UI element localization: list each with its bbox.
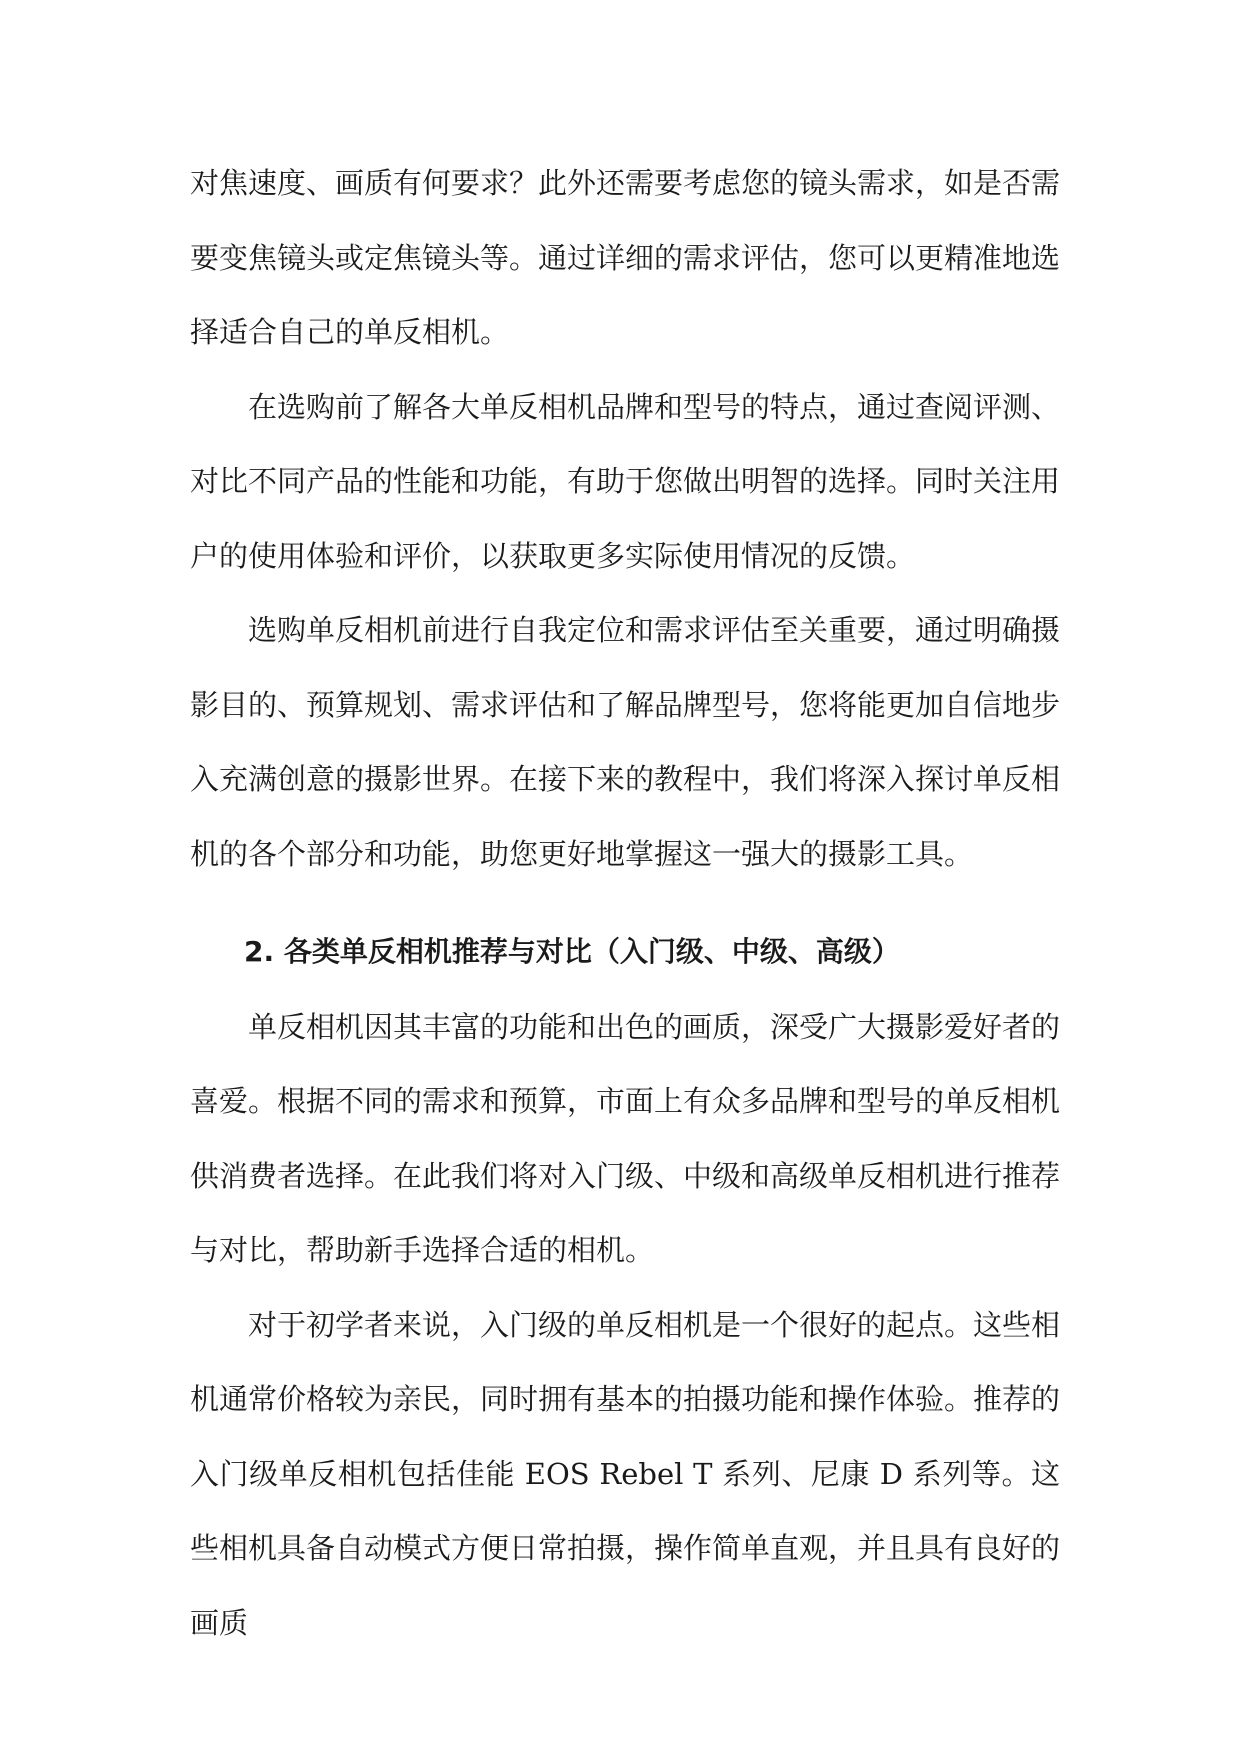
paragraph-intro-recommendations: 单反相机因其丰富的功能和出色的画质，深受广大摄影爱好者的喜爱。根据不同的需求和预算，市面上有众多品牌和型号的单反相机供消费者选择。在此我们将对入门级、中级和高级单反相机进行推荐与对比，帮助新手选择合适的相机。 <box>190 1009 1061 1267</box>
document-body <box>190 146 1060 1660</box>
section-heading-camera-recommendations: 2. 各类单反相机推荐与对比（入门级、中级、高级） <box>244 935 900 968</box>
paragraph-brand-research: 在选购前了解各大单反相机品牌和型号的特点，通过查阅评测、对比不同产品的性能和功能，有助于您做出明智的选择。同时关注用户的使用体验和评价，以获取更多实际使用情况的反馈。 <box>190 389 1061 573</box>
paragraph-self-positioning-summary: 选购单反相机前进行自我定位和需求评估至关重要，通过明确摄影目的、预算规划、需求评估和了解品牌型号，您将能更加自信地步入充满创意的摄影世界。在接下来的教程中，我们将深入探讨单反相机的各个部分和功能，助您更好地掌握这一强大的摄影工具。 <box>190 613 1061 871</box>
paragraph-entry-level: 对于初学者来说，入门级的单反相机是一个很好的起点。这些相机通常价格较为亲民，同时拥有基本的拍摄功能和操作体验。推荐的入门级单反相机包括佳能 EOS Rebel T 系列、尼康 D 系列等。这些相机具备自动模式方便日常拍摄，操作简单直观，并且具有良好的画质 <box>190 1307 1061 1640</box>
paragraph-requirements-continued: 对焦速度、画质有何要求？此外还需要考虑您的镜头需求，如是否需要变焦镜头或定焦镜头等。通过详细的需求评估，您可以更精准地选择适合自己的单反相机。 <box>190 166 1061 349</box>
